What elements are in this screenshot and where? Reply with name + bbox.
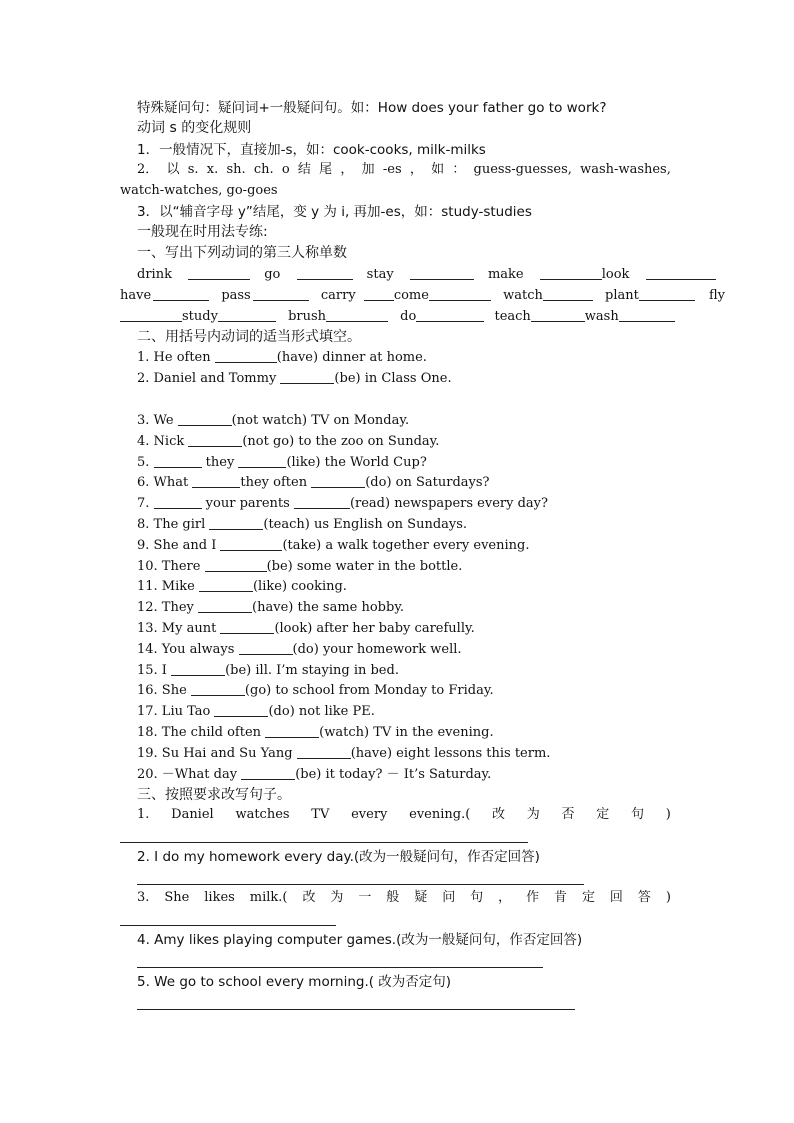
answer-blank[interactable]: [265, 724, 319, 738]
item-text: ill. I’m staying in bed.: [251, 663, 399, 678]
fill-in-item: [137, 724, 494, 742]
item-text: 18. The child often: [137, 725, 266, 740]
fill-in-item: [137, 433, 439, 451]
answer-line[interactable]: [137, 1009, 575, 1010]
fill-in-item: [137, 682, 494, 700]
item-text: 4. Nick: [137, 434, 189, 449]
item-text: not like PE.: [294, 704, 375, 719]
verb-hint: (watch): [319, 725, 370, 740]
item-text: 12. They: [137, 600, 199, 615]
rule-3: [137, 203, 532, 222]
question-2-text: 2. I do my homework every day.(改为一般疑问句，作否定回答): [137, 849, 540, 865]
answer-blank[interactable]: [215, 349, 277, 363]
answer-blank[interactable]: [646, 266, 716, 280]
answer-blank[interactable]: [154, 454, 202, 468]
answer-blank[interactable]: [326, 308, 388, 322]
text-token: ，: [340, 162, 354, 177]
item-text: 17. Liu Tao: [137, 704, 215, 719]
verb-hint: (have): [350, 746, 393, 761]
answer-blank[interactable]: [294, 495, 350, 509]
item-text: 19. Su Hai and Su Yang: [137, 746, 297, 761]
fill-in-item: [137, 641, 462, 659]
rewrite-question-4: [137, 931, 582, 950]
verb-word: do: [400, 309, 417, 324]
item-text: 7.: [137, 496, 154, 511]
answer-blank[interactable]: [220, 620, 274, 634]
verb-hint: (go): [244, 683, 272, 698]
section3-title: 三、按照要求改写句子。: [137, 787, 291, 803]
fill-in-item: [137, 766, 491, 784]
text-token: wash-washes,: [580, 162, 671, 177]
verb-word: teach: [494, 309, 531, 324]
rule-1-text: 1．一般情况下，直接加-s，如：cook-cooks, milk-milks: [137, 142, 486, 158]
text-token: 答: [637, 890, 651, 905]
verb-word: watch: [503, 288, 543, 303]
item-text: some water in the bottle.: [292, 559, 463, 574]
verb-hint: (like): [252, 579, 288, 594]
rule-1: [137, 141, 486, 160]
text-token: sh.: [226, 162, 246, 177]
answer-blank[interactable]: [311, 474, 365, 488]
item-text: 3. We: [137, 413, 178, 428]
answer-blank[interactable]: [171, 662, 225, 676]
rule-2-continued: watch-watches, go-goes: [120, 183, 278, 198]
item-text: your homework well.: [318, 642, 462, 657]
text-token: 尾: [319, 162, 333, 177]
text-token: evening.(: [409, 807, 471, 822]
text-token: ): [665, 890, 671, 905]
item-text: they often: [240, 475, 312, 490]
text-token: 加: [361, 162, 375, 177]
item-text: in Class One.: [360, 371, 452, 386]
text-token: 否: [561, 807, 575, 822]
answer-blank[interactable]: [639, 287, 695, 301]
verb-word: have: [120, 288, 152, 303]
verb-s-title: 动词 s 的变化规则: [137, 120, 252, 136]
text-token: -es: [382, 162, 402, 177]
verb-hint: (not watch): [231, 413, 308, 428]
item-text: on Saturdays?: [391, 475, 490, 490]
text-token: 2．: [137, 162, 159, 177]
item-text: dinner at home.: [318, 350, 427, 365]
verb-word: brush: [288, 309, 327, 324]
section1-row2: [120, 287, 725, 305]
verb-hint: (like): [286, 455, 321, 470]
verb-hint: (look): [274, 621, 313, 636]
text-token: s.: [187, 162, 199, 177]
text-token: 如: [431, 162, 445, 177]
verb-hint: (do): [365, 475, 392, 490]
text-token: 疑: [414, 890, 428, 905]
answer-blank[interactable]: [198, 599, 252, 613]
text-token: 一: [358, 890, 372, 905]
answer-blank[interactable]: [619, 308, 675, 322]
rule-question-text: 特殊疑问句：疑问词+一般疑问句。如：How does your father go to work?: [137, 100, 607, 116]
answer-line[interactable]: [137, 967, 543, 968]
text-token: She: [164, 890, 190, 905]
question-5-text: 5. We go to school every morning.( 改为否定句): [137, 974, 452, 990]
text-token: 结: [297, 162, 311, 177]
answer-blank[interactable]: [540, 266, 602, 280]
verb-hint: (be): [334, 371, 361, 386]
fill-in-item: [137, 516, 467, 534]
answer-blank[interactable]: [297, 745, 351, 759]
verb-hint: (teach): [263, 517, 310, 532]
fill-in-item: [137, 537, 529, 555]
text-token: 问: [442, 890, 456, 905]
answer-blank[interactable]: [410, 266, 474, 280]
fill-in-item: [137, 620, 475, 638]
verb-hint: (be): [225, 663, 252, 678]
section1-row3: [120, 308, 675, 326]
fill-in-item: [137, 454, 427, 472]
answer-blank[interactable]: [416, 308, 484, 322]
item-text: 8. The girl: [137, 517, 210, 532]
section1-row1: [137, 266, 716, 284]
fill-in-item: [137, 662, 399, 680]
verb-hint: (have): [252, 600, 294, 615]
rule-question-line: [137, 99, 606, 118]
verb-word: plant: [605, 288, 639, 303]
verb-word: come: [393, 288, 429, 303]
answer-blank[interactable]: [178, 412, 232, 426]
text-token: likes: [204, 890, 235, 905]
item-text: newspapers every day?: [390, 496, 548, 511]
verb-hint: (read): [349, 496, 391, 511]
verb-word: fly: [708, 288, 725, 303]
answer-blank[interactable]: [531, 308, 585, 322]
answer-blank[interactable]: [253, 287, 309, 301]
fill-in-item: [137, 703, 375, 721]
verb-word: study: [182, 309, 218, 324]
item-text: they: [201, 455, 239, 470]
text-token: 为: [330, 890, 344, 905]
item-text: 16. She: [137, 683, 191, 698]
text-token: 定: [596, 807, 610, 822]
fill-in-item: [137, 745, 550, 763]
item-text: after her baby carefully.: [312, 621, 475, 636]
verb-word: go: [264, 267, 281, 282]
item-text: us English on Sundays.: [309, 517, 468, 532]
item-text: to the zoo on Sunday.: [294, 434, 440, 449]
item-text: eight lessons this term.: [392, 746, 551, 761]
verb-word: stay: [366, 267, 394, 282]
rewrite-question-5: [137, 973, 451, 992]
answer-blank[interactable]: [120, 308, 182, 322]
item-text: 11. Mike: [137, 579, 199, 594]
item-text: 15. I: [137, 663, 172, 678]
answer-blank[interactable]: [220, 537, 282, 551]
rewrite-question-2: [137, 848, 540, 867]
text-token: 定: [581, 890, 595, 905]
item-text: your parents: [201, 496, 294, 511]
text-token: o: [281, 162, 290, 177]
item-text: 2. Daniel and Tommy: [137, 371, 281, 386]
fill-in-item: [137, 474, 490, 492]
fill-in-item: [137, 349, 427, 367]
verb-hint: (take): [282, 538, 322, 553]
text-token: watches: [235, 807, 290, 822]
item-text: the World Cup?: [320, 455, 427, 470]
item-text: 20. －What day: [137, 767, 242, 782]
text-token: ): [665, 807, 671, 822]
fill-in-item: [137, 495, 548, 513]
text-token: ，: [498, 890, 512, 905]
item-text: 13. My aunt: [137, 621, 221, 636]
answer-blank[interactable]: [218, 308, 276, 322]
text-token: x.: [206, 162, 219, 177]
item-text: the same hobby.: [293, 600, 405, 615]
section2-title: 二、用括号内动词的适当形式填空。: [137, 329, 361, 345]
rule-3-text: 3．以“辅音字母 y”结尾，变 y 为 i, 再加-es，如：study-studies: [137, 204, 532, 220]
verb-word: make: [487, 267, 524, 282]
answer-blank[interactable]: [241, 766, 295, 780]
item-text: 6. What: [137, 475, 193, 490]
text-token: 般: [386, 890, 400, 905]
verb-hint: (have): [276, 350, 319, 365]
fill-in-item: [137, 412, 409, 430]
text-token: TV: [311, 807, 330, 822]
item-text: 9. She and I: [137, 538, 221, 553]
item-text: 1. He often: [137, 350, 215, 365]
text-token: ：: [452, 162, 466, 177]
answer-blank[interactable]: [188, 433, 242, 447]
answer-blank[interactable]: [214, 703, 268, 717]
text-token: guess-guesses,: [473, 162, 572, 177]
text-token: every: [351, 807, 388, 822]
section1-title: 一、写出下列动词的第三人称单数: [137, 245, 347, 261]
fill-in-item: [137, 370, 452, 388]
text-token: 3.: [137, 890, 150, 905]
answer-blank[interactable]: [154, 495, 202, 509]
answer-line[interactable]: [120, 925, 336, 926]
answer-blank[interactable]: [543, 287, 593, 301]
question-4-text: 4. Amy likes playing computer games.(改为一般疑问句，作否定回答): [137, 932, 583, 948]
verb-word: carry: [320, 288, 356, 303]
verb-hint: (do): [268, 704, 295, 719]
text-token: 句: [470, 890, 484, 905]
fill-in-item: [137, 578, 347, 596]
text-token: 作: [526, 890, 540, 905]
answer-blank[interactable]: [188, 266, 250, 280]
verb-word: wash: [584, 309, 619, 324]
answer-blank[interactable]: [191, 682, 245, 696]
item-text: it today? － It’s Saturday.: [321, 767, 492, 782]
verb-hint: (do): [292, 642, 319, 657]
answer-blank[interactable]: [429, 287, 491, 301]
answer-blank[interactable]: [205, 558, 267, 572]
text-token: 为: [526, 807, 540, 822]
item-text: 10. There: [137, 559, 205, 574]
rule-2: [137, 161, 671, 179]
answer-blank[interactable]: [192, 474, 240, 488]
text-token: 改: [492, 807, 506, 822]
answer-blank[interactable]: [364, 287, 394, 301]
item-text: to school from Monday to Friday.: [271, 683, 494, 698]
item-text: 5.: [137, 455, 154, 470]
rewrite-question-1: [137, 806, 671, 824]
answer-blank[interactable]: [238, 454, 286, 468]
drill-title: 一般现在时用法专练:: [137, 224, 268, 240]
text-token: 以: [166, 162, 180, 177]
verb-hint: (be): [266, 559, 293, 574]
verb-word: pass: [221, 288, 251, 303]
verb-word: look: [601, 267, 630, 282]
text-token: 回: [609, 890, 623, 905]
answer-blank[interactable]: [239, 641, 293, 655]
answer-blank[interactable]: [153, 287, 209, 301]
answer-blank[interactable]: [209, 516, 263, 530]
verb-word: drink: [137, 267, 172, 282]
item-text: 14. You always: [137, 642, 239, 657]
text-token: milk.(: [249, 890, 288, 905]
answer-blank[interactable]: [199, 578, 253, 592]
item-text: TV on Monday.: [307, 413, 410, 428]
text-token: ，: [409, 162, 423, 177]
text-token: 句: [631, 807, 645, 822]
answer-blank[interactable]: [297, 266, 353, 280]
rewrite-question-3: [137, 889, 671, 907]
item-text: TV in the evening.: [369, 725, 494, 740]
item-text: cooking.: [287, 579, 347, 594]
verb-hint: (be): [295, 767, 322, 782]
text-token: 改: [302, 890, 316, 905]
answer-line[interactable]: [137, 884, 584, 885]
answer-blank[interactable]: [280, 370, 334, 384]
text-token: ch.: [253, 162, 274, 177]
item-text: a walk together every evening.: [321, 538, 530, 553]
answer-line[interactable]: [120, 842, 528, 843]
verb-hint: (not go): [242, 434, 295, 449]
fill-in-item: [137, 599, 404, 617]
text-token: 1.: [137, 807, 150, 822]
text-token: Daniel: [171, 807, 214, 822]
text-token: 肯: [554, 890, 568, 905]
fill-in-item: [137, 558, 462, 576]
